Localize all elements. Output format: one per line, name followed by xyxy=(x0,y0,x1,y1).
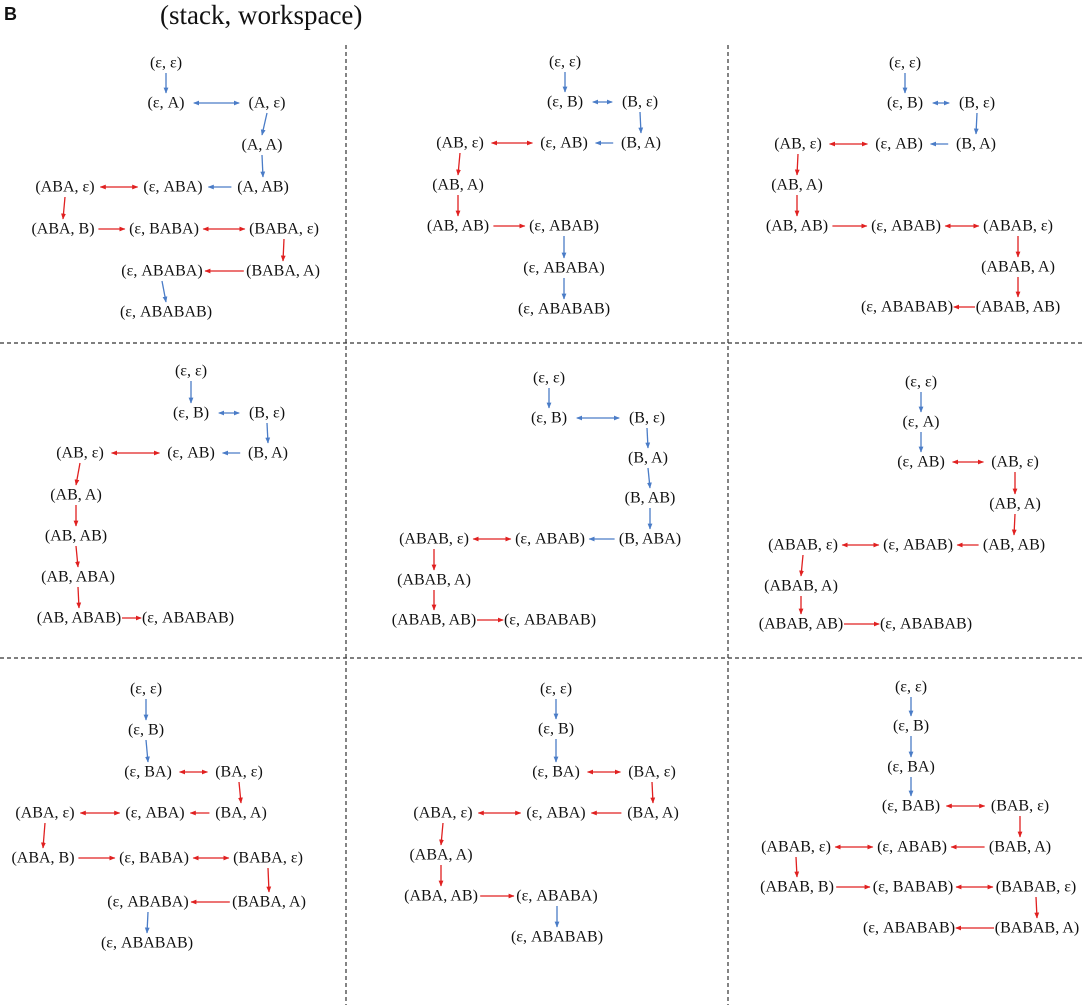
state-node-label: (ε, ε) xyxy=(174,362,208,380)
state-node-label: (ε, AB) xyxy=(167,444,215,462)
state-node-label: (ABA, ε) xyxy=(413,804,473,822)
transition-arrow xyxy=(78,587,79,608)
state-panel xyxy=(404,681,679,946)
state-node-label: (ε, A) xyxy=(147,94,185,112)
state-panel xyxy=(759,374,1045,633)
state-panel xyxy=(37,363,288,627)
state-node-label: (B, AB) xyxy=(624,489,676,507)
state-node-label: (B, ε) xyxy=(958,94,996,112)
state-node-label: (ε, ABABA) xyxy=(516,887,598,905)
transition-arrow xyxy=(262,155,263,177)
state-node-label: (BA, ε) xyxy=(628,763,676,781)
state-node-label: (ε, B) xyxy=(172,404,210,422)
state-node-label: (ε, ABABAB) xyxy=(510,928,604,946)
transition-arrow xyxy=(458,153,460,175)
transition-arrow xyxy=(76,546,78,567)
state-panel xyxy=(11,681,305,952)
state-node-label: (B, ε) xyxy=(248,404,286,422)
transition-arrow xyxy=(801,555,803,576)
state-node-label: (ε, ABABA) xyxy=(107,893,189,911)
state-node-label: (B, A) xyxy=(956,135,996,153)
state-node-label: (ε, ABAB) xyxy=(529,217,599,235)
state-node-label: (ε, ε) xyxy=(548,53,582,71)
state-node-label: (ε, ABABAB) xyxy=(141,609,235,627)
state-node-label: (ε, ABAB) xyxy=(877,838,947,856)
state-node-label: (ε, ABABAB) xyxy=(517,300,611,318)
state-node-label: (ε, B) xyxy=(886,94,924,112)
state-node-label: (AB, ε) xyxy=(56,444,104,462)
state-node-label: (AB, ε) xyxy=(774,135,822,153)
state-node-label: (BABA, A) xyxy=(232,893,306,911)
transition-arrow xyxy=(262,113,267,135)
transition-arrow xyxy=(647,428,648,448)
state-node-label: (BABAB, A) xyxy=(994,919,1080,937)
transition-arrow xyxy=(146,740,148,762)
state-panel xyxy=(766,55,1060,316)
state-node-label: (ε, ABA) xyxy=(526,804,586,822)
state-node-label: (ε, ABABAB) xyxy=(862,919,956,937)
transition-arrow xyxy=(239,782,241,803)
state-node-label: (ABAB, AB) xyxy=(391,611,477,629)
state-node-label: (ε, BA) xyxy=(532,763,580,781)
state-node-label: (ε, BA) xyxy=(887,758,935,776)
transition-arrow xyxy=(268,868,269,892)
state-node-label: (ε, ABA) xyxy=(143,178,203,196)
transition-arrow xyxy=(976,113,977,134)
state-node-label: (ABA, ε) xyxy=(35,178,95,196)
state-node-label: (ε, ABAB) xyxy=(871,217,941,235)
state-node-label: (AB, ABAB) xyxy=(36,609,122,627)
state-node-label: (AB, AB) xyxy=(765,217,829,235)
state-node-label: (AB, ε) xyxy=(991,453,1039,471)
state-node-label: (ABA, B) xyxy=(31,220,95,238)
state-node-label: (ε, ε) xyxy=(888,54,922,72)
state-node-label: (B, ε) xyxy=(628,409,666,427)
state-node-label: (B, ABA) xyxy=(618,530,682,548)
state-node-label: (ε, ε) xyxy=(904,373,938,391)
state-node-label: (ε, ABABAB) xyxy=(119,303,213,321)
state-node-label: (BA, A) xyxy=(215,804,267,822)
state-node-label: (ABA, ε) xyxy=(15,804,75,822)
state-node-label: (ε, AB) xyxy=(897,453,945,471)
state-node-label: (B, A) xyxy=(248,444,288,462)
state-node-label: (ABA, A) xyxy=(409,846,473,864)
transition-arrow xyxy=(147,912,148,933)
transition-arrow xyxy=(63,197,65,219)
state-node-label: (ε, ABAB) xyxy=(883,536,953,554)
state-node-label: (ε, ε) xyxy=(129,680,163,698)
state-node-label: (A, A) xyxy=(241,136,283,154)
state-node-label: (ABAB, ε) xyxy=(983,217,1053,235)
state-node-label: (BA, ε) xyxy=(215,763,263,781)
state-node-label: (BABA, ε) xyxy=(249,220,319,238)
state-node-label: (ABAB, A) xyxy=(397,571,471,589)
transition-arrow xyxy=(1036,897,1037,918)
transition-arrow xyxy=(441,823,443,845)
state-node-label: (ε, ABABAB) xyxy=(879,615,973,633)
state-node-label: (ε, ε) xyxy=(894,678,928,696)
state-node-label: (ABA, B) xyxy=(11,849,75,867)
transition-arrow xyxy=(797,154,798,175)
state-node-label: (BABA, A) xyxy=(246,262,320,280)
state-node-label: (AB, A) xyxy=(432,176,484,194)
state-node-label: (AB, A) xyxy=(50,486,102,504)
transition-arrow xyxy=(648,468,650,488)
state-node-label: (ε, ε) xyxy=(532,369,566,387)
transition-arrow xyxy=(43,823,45,848)
state-node-label: (AB, A) xyxy=(989,495,1041,513)
transition-arrow xyxy=(162,281,166,302)
state-node-label: (ε, BABA) xyxy=(119,849,189,867)
state-node-label: (ε, ABAB) xyxy=(515,530,585,548)
state-node-label: (ε, AB) xyxy=(875,135,923,153)
transition-arrow xyxy=(652,782,653,803)
panel-label: B xyxy=(4,4,17,24)
state-node-label: (AB, AB) xyxy=(982,536,1046,554)
state-node-label: (ε, BABA) xyxy=(129,220,199,238)
state-node-label: (ε, BAB) xyxy=(881,797,941,815)
state-node-label: (ε, BABAB) xyxy=(872,878,954,896)
state-node-label: (AB, ABA) xyxy=(41,568,115,586)
state-node-label: (ε, BA) xyxy=(124,763,172,781)
state-node-label: (ε, B) xyxy=(892,717,930,735)
transition-arrow xyxy=(640,112,641,133)
state-node-label: (B, A) xyxy=(621,134,661,152)
state-node-label: (B, A) xyxy=(628,449,668,467)
state-node-label: (ABAB, ε) xyxy=(768,536,838,554)
state-node-label: (BABAB, ε) xyxy=(995,878,1077,896)
state-node-label: (ε, ε) xyxy=(149,54,183,72)
state-node-label: (ABAB, ε) xyxy=(399,530,469,548)
state-node-label: (AB, A) xyxy=(771,176,823,194)
state-node-label: (ABAB, ε) xyxy=(761,838,831,856)
state-node-label: (ABAB, AB) xyxy=(758,615,844,633)
transition-arrow xyxy=(283,239,284,261)
panels-layer xyxy=(11,54,1079,952)
state-node-label: (BABA, ε) xyxy=(233,849,303,867)
state-node-label: (ε, ABABAB) xyxy=(503,611,597,629)
state-node-label: (ε, ABABAB) xyxy=(100,934,194,952)
state-node-label: (ε, ε) xyxy=(539,680,573,698)
state-node-label: (ABAB, A) xyxy=(981,258,1055,276)
state-node-label: (BAB, ε) xyxy=(990,797,1050,815)
state-panel xyxy=(760,679,1079,937)
state-node-label: (ABA, AB) xyxy=(404,887,478,905)
state-node-label: (A, AB) xyxy=(237,178,289,196)
state-node-label: (ε, ABABA) xyxy=(121,262,203,280)
state-panel xyxy=(427,54,661,318)
state-node-label: (AB, AB) xyxy=(44,527,108,545)
state-node-label: (ε, ABABA) xyxy=(523,259,605,277)
state-node-label: (ABAB, AB) xyxy=(975,298,1061,316)
state-node-label: (AB, AB) xyxy=(426,217,490,235)
state-node-label: (AB, ε) xyxy=(436,134,484,152)
state-node-label: (ε, ABA) xyxy=(125,804,185,822)
state-node-label: (ε, ABABAB) xyxy=(860,298,954,316)
state-node-label: (BA, A) xyxy=(627,804,679,822)
figure-title: (stack, workspace) xyxy=(160,0,363,30)
state-node-label: (ε, B) xyxy=(537,720,575,738)
state-node-label: (A, ε) xyxy=(248,94,286,112)
state-node-label: (ε, A) xyxy=(902,413,940,431)
state-panel xyxy=(31,55,319,321)
transition-arrow xyxy=(76,463,80,485)
state-node-label: (ε, AB) xyxy=(540,134,588,152)
state-node-label: (ε, B) xyxy=(546,93,584,111)
state-node-label: (BAB, A) xyxy=(988,838,1052,856)
state-panel xyxy=(392,370,681,629)
state-node-label: (ε, B) xyxy=(530,409,568,427)
transition-arrow xyxy=(1014,514,1015,535)
transition-arrow xyxy=(267,423,268,443)
state-node-label: (ε, B) xyxy=(127,721,165,739)
transition-arrow xyxy=(796,857,797,877)
state-node-label: (ABAB, A) xyxy=(764,577,838,595)
state-node-label: (ABAB, B) xyxy=(760,878,834,896)
state-node-label: (B, ε) xyxy=(621,93,659,111)
